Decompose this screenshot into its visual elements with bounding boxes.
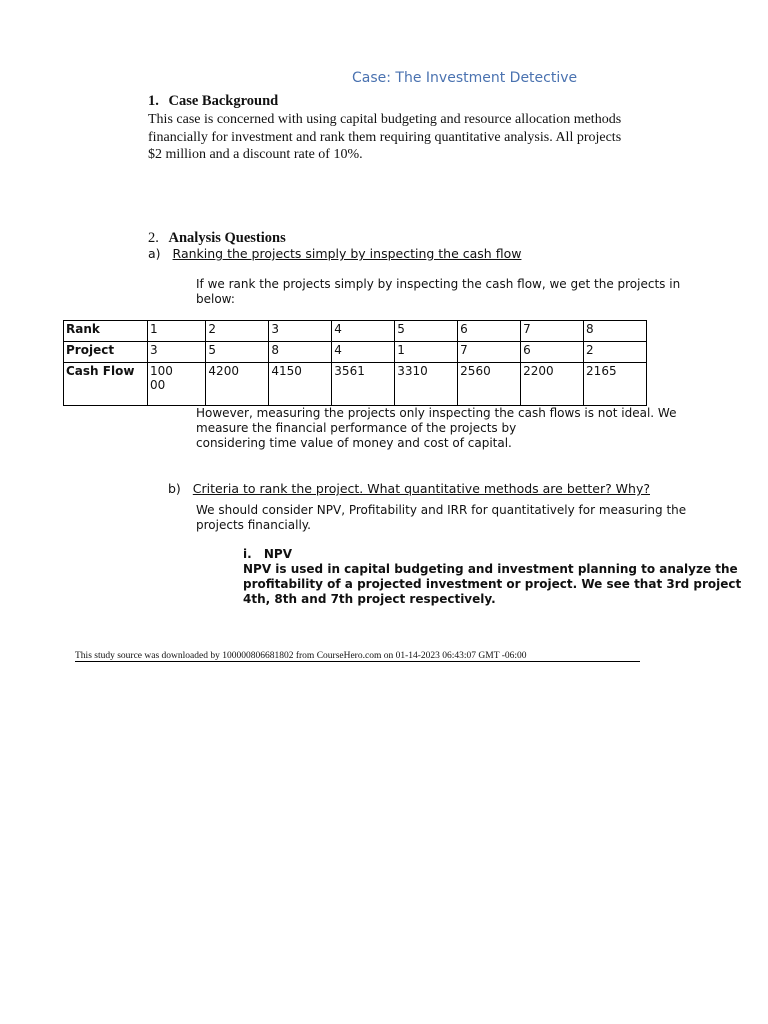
cash-flow-cell: 4150 bbox=[269, 363, 332, 406]
subsection-a-title: Ranking the projects simply by inspecting the cash flow bbox=[172, 246, 522, 261]
intro-line: If we rank the projects simply by inspecting the cash flow, we get the projects in bbox=[196, 277, 681, 291]
conclusion-line: measure the financial performance of the projects by bbox=[196, 421, 517, 435]
project-cell: 2 bbox=[584, 342, 647, 363]
project-cell: 1 bbox=[395, 342, 458, 363]
rank-cell: 8 bbox=[584, 321, 647, 342]
intro-line: below: bbox=[196, 292, 235, 306]
subsection-a-label: a) bbox=[148, 246, 161, 261]
cash-flow-cell: 3310 bbox=[395, 363, 458, 406]
document-title: Case: The Investment Detective bbox=[352, 70, 578, 86]
b-line: projects financially. bbox=[196, 518, 311, 532]
rank-cell: 5 bbox=[395, 321, 458, 342]
project-cell: 6 bbox=[521, 342, 584, 363]
rank-cell: 6 bbox=[458, 321, 521, 342]
rank-cell: 1 bbox=[148, 321, 206, 342]
npv-heading bbox=[243, 547, 292, 562]
project-cell: 5 bbox=[206, 342, 269, 363]
npv-title: NPV bbox=[263, 547, 292, 561]
section-1-heading bbox=[148, 93, 278, 110]
cash-flow-cell: 2560 bbox=[458, 363, 521, 406]
cash-flow-cell: 4200 bbox=[206, 363, 269, 406]
project-cell: 7 bbox=[458, 342, 521, 363]
table-row-project bbox=[64, 342, 647, 363]
subsection-a-heading bbox=[148, 246, 521, 261]
section-1-line: This case is concerned with using capital budgeting and resource allocation methods bbox=[148, 112, 622, 127]
footer-divider bbox=[75, 661, 640, 662]
b-line: We should consider NPV, Profitability and IRR for quantitatively for measuring the bbox=[196, 503, 687, 517]
subsection-a-intro bbox=[196, 277, 680, 307]
rank-cell: 2 bbox=[206, 321, 269, 342]
ranking-table bbox=[63, 320, 647, 406]
row-label-rank: Rank bbox=[64, 321, 148, 342]
npv-line: profitability of a projected investment or project. We see that 3rd project bbox=[243, 577, 742, 591]
conclusion-line: considering time value of money and cost of capital. bbox=[196, 436, 512, 450]
rank-cell: 7 bbox=[521, 321, 584, 342]
npv-body bbox=[243, 562, 741, 607]
section-1-number: 1. bbox=[148, 93, 159, 109]
cash-flow-cell: 2200 bbox=[521, 363, 584, 406]
section-2-number: 2. bbox=[148, 230, 159, 246]
cash-flow-cell: 2165 bbox=[584, 363, 647, 406]
rank-cell: 3 bbox=[269, 321, 332, 342]
section-2-heading bbox=[148, 230, 286, 247]
cash-flow-cell bbox=[148, 363, 206, 406]
cash-flow-value: 10000 bbox=[150, 364, 173, 392]
subsection-b-label: b) bbox=[168, 481, 181, 496]
row-label-cash-flow: Cash Flow bbox=[64, 363, 148, 406]
project-cell: 3 bbox=[148, 342, 206, 363]
rank-cell: 4 bbox=[332, 321, 395, 342]
subsection-b-title: Criteria to rank the project. What quantitative methods are better? Why? bbox=[192, 481, 650, 496]
conclusion-line: However, measuring the projects only inspecting the cash flows is not ideal. We bbox=[196, 406, 677, 420]
npv-line: 4th, 8th and 7th project respectively. bbox=[243, 592, 496, 606]
section-1-body bbox=[148, 111, 621, 164]
subsection-b-heading bbox=[168, 481, 650, 496]
project-cell: 4 bbox=[332, 342, 395, 363]
npv-line: NPV is used in capital budgeting and investment planning to analyze the bbox=[243, 562, 738, 576]
download-footer: This study source was downloaded by 100000806681802 from CourseHero.com on 01-14-2023 06:43:07 GMT -06:00 bbox=[75, 651, 527, 661]
section-1-line: financially for investment and rank them requiring quantitative analysis. All projects bbox=[148, 129, 622, 145]
npv-label: i. bbox=[243, 547, 252, 561]
table-row-cash-flow bbox=[64, 363, 647, 406]
section-1-line: $2 million and a discount rate of 10%. bbox=[148, 147, 363, 162]
cash-flow-cell: 3561 bbox=[332, 363, 395, 406]
project-cell: 8 bbox=[269, 342, 332, 363]
row-label-project: Project bbox=[64, 342, 148, 363]
section-1-title: Case Background bbox=[168, 93, 279, 109]
subsection-a-conclusion bbox=[196, 406, 676, 451]
subsection-b-body bbox=[196, 503, 686, 533]
table-row-rank bbox=[64, 321, 647, 342]
section-2-title: Analysis Questions bbox=[168, 230, 286, 246]
